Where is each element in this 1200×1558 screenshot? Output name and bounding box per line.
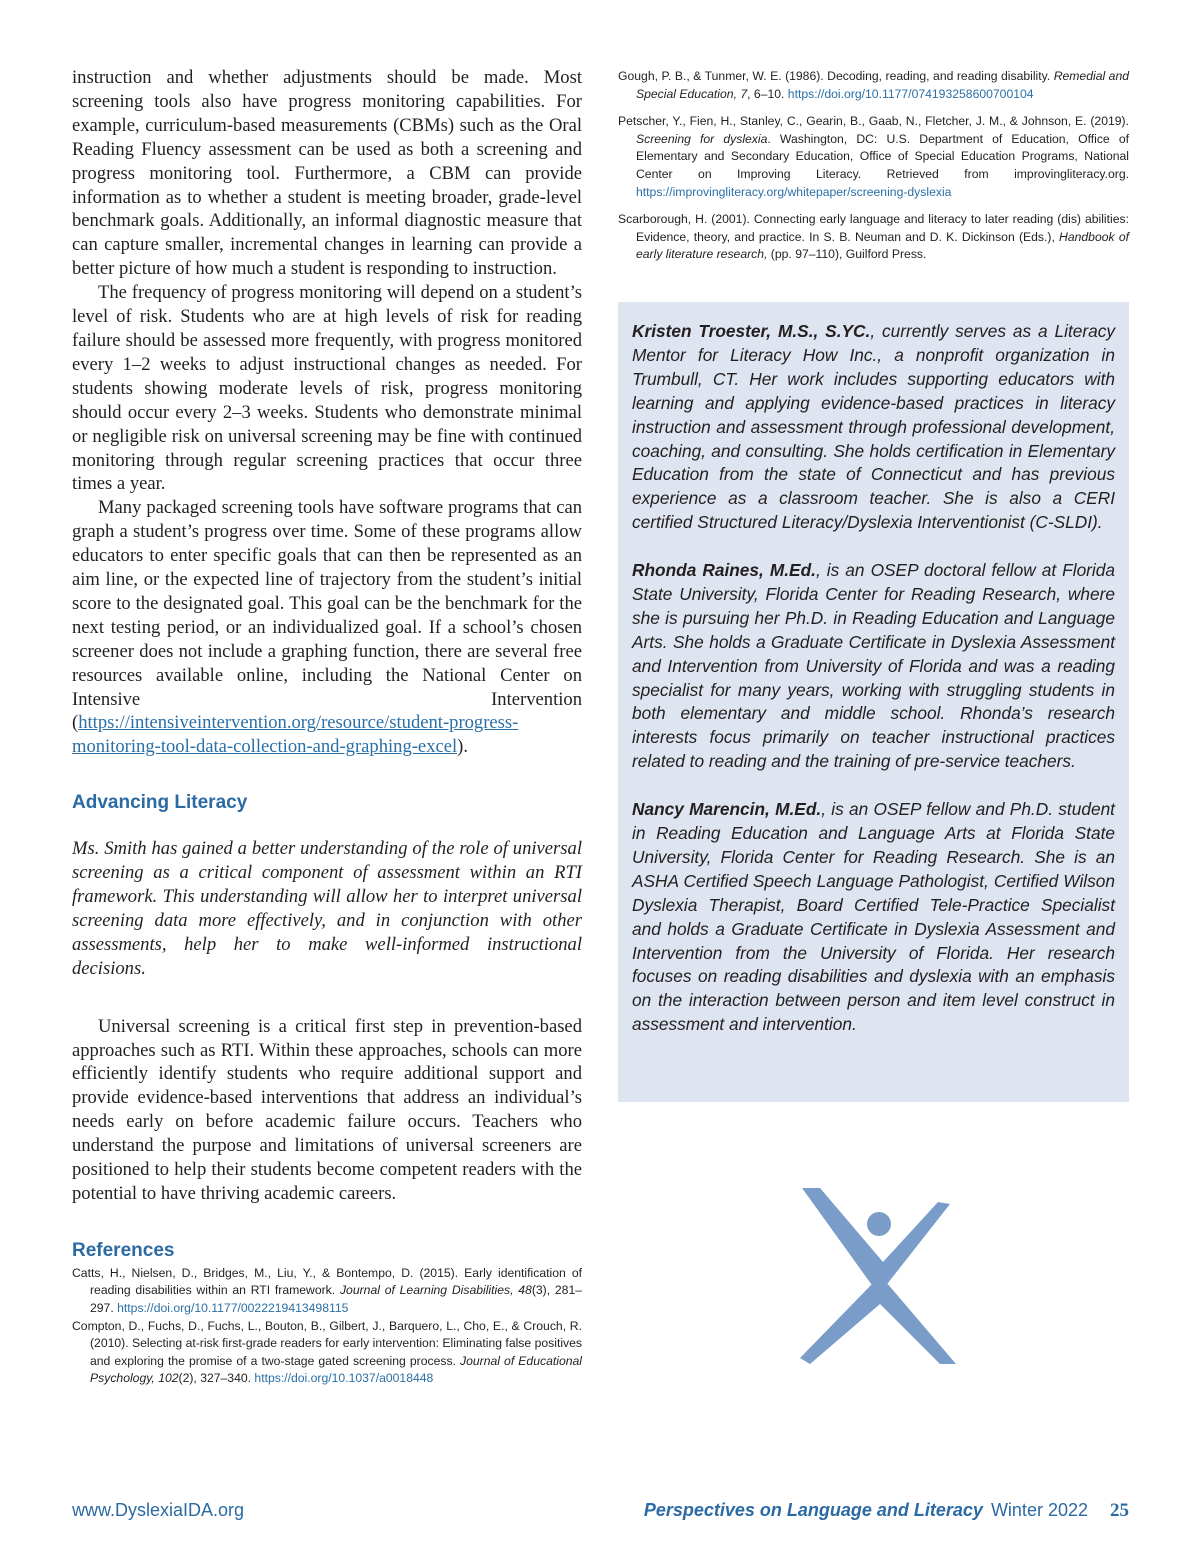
reference-item: [618, 68, 1129, 103]
paragraph-graphing-software: [72, 496, 582, 759]
right-column-references: [618, 68, 1129, 274]
page-number: 25: [1110, 1500, 1129, 1521]
reference-journal: Remedial and Special Education, 7: [636, 69, 1129, 101]
reference-text: Scarborough, H. (2001). Connecting early language and literacy to later reading (dis) abilities: Evidence, theory, and practice. In S. B. Neuman and D. K. Dickinson (Eds.),: [618, 212, 1129, 244]
footer-issue: Winter 2022: [990, 1500, 1088, 1520]
author-bio-text: , is an OSEP fellow and Ph.D. student in Reading Education and Language Arts at Florida State University, Florida Center for Reading Research. She is an ASHA Certified Speech Language Pathologist, Certified Wilson Dyslexia Therapist, Board Certified Tele-Practice Specialist and holds a Graduate Certificate in Dyslexia Assessment and Intervention from the University of Florida. Her research focuses on reading disabilities and dyslexia with an emphasis on the interaction between person and item level construct in assessment and intervention.: [632, 799, 1115, 1035]
reference-item: [72, 1265, 582, 1318]
reference-text: Gough, P. B., & Tunmer, W. E. (1986). Decoding, reading, and reading disability.: [618, 69, 1054, 83]
paragraph-progress-monitoring-tools: instruction and whether adjustments should be made. Most screening tools also have progress monitoring capabilities. For example, curriculum-based measurements (CBMs) such as the Oral Reading Fluency assessment can be used as both a screening and progress monitoring tool. Furthermore, a CBM can provide information as to whether a student is meeting broader, grade-level benchmark goals. Additionally, an informal diagnostic measure that can capture smaller, incremental changes in learning can provide a better picture of how much a student is responding to instruction.: [72, 67, 582, 280]
reference-text: Catts, H., Nielsen, D., Bridges, M., Liu, Y., & Bontempo, D. (2015). Early identification of reading disabilities within an RTI framework.: [72, 1265, 582, 1298]
reference-text: . Washington, DC: U.S. Department of Education, Office of Elementary and Secondary Education, Office of Special Education Programs, National Center on Improving Literacy. Retrieved from improvingliteracy.org.: [636, 131, 1129, 181]
section-heading-advancing-literacy: Advancing Literacy: [72, 792, 248, 814]
left-column: [72, 66, 582, 1388]
author-name: Kristen Troester, M.S., S.YC.: [632, 321, 871, 341]
reference-doi-link[interactable]: https://doi.org/10.1177/0022219413498115: [117, 1300, 349, 1315]
reference-journal: Journal of Educational Psychology, 102: [90, 1353, 582, 1386]
paragraph-conclusion: Universal screening is a critical first step in prevention-based approaches such as RTI. Within these approaches, schools can more efficiently identify students who require additional support and provide evidence-based interventions that address an individual’s needs early on before academic failure occurs. Teachers who understand the purpose and limitations of universal screeners are positioned to help their students become competent readers with the potential to have thriving academic careers.: [72, 1015, 582, 1204]
reference-doi-link[interactable]: https://doi.org/10.1037/a0018448: [254, 1371, 434, 1386]
author-name: Nancy Marencin, M.Ed.: [632, 799, 822, 820]
reference-item: [618, 113, 1129, 201]
author-name: Rhonda Raines, M.Ed.: [632, 560, 816, 581]
reference-item: [618, 211, 1129, 264]
author-bio: [632, 798, 1115, 1037]
reference-journal: Journal of Learning Disabilities, 48: [339, 1283, 532, 1298]
reference-journal: Handbook of early literature research,: [636, 229, 1129, 262]
footer-website-link[interactable]: www.DyslexiaIDA.org: [72, 1500, 245, 1520]
page-footer: [72, 1500, 1129, 1524]
author-bio-text: , is an OSEP doctoral fellow at Florida State University, Florida Center for Reading Research, where she is pursuing her Ph.D. in Reading Education and Language Arts. She holds a Graduate Certificate in Dyslexia Assessment and Intervention from University of Florida and was a reading specialist for many years, working with struggling students in both elementary and middle school. Rhonda’s research interests focus primarily on teacher instructional practices related to reading and the training of pre-service teachers.: [632, 560, 1115, 772]
reference-journal: Screening for dyslexia: [636, 131, 768, 146]
reference-doi-link[interactable]: https://doi.org/10.1177/074193258600700104: [787, 86, 1034, 101]
footer-journal-title: Perspectives on Language and Literacy: [643, 1500, 983, 1520]
author-bio-text: , currently serves as a Literacy Mentor for Literacy How Inc., a nonprofit organization in Trumbull, CT. Her work includes supporting educators with learning and applying evidence-based practices in literacy instruction and assessment through professional development, coaching, and consulting. She holds certification in Elementary Education from the state of Connecticut and has previous experience as a classroom teacher. She is also a CERI certified Structured Literacy/Dyslexia Interventionist (C-SLDI).: [632, 321, 1116, 533]
author-bio: [632, 559, 1115, 774]
author-bio-box: [618, 302, 1129, 1102]
paragraph-monitoring-frequency: The frequency of progress monitoring will depend on a student’s level of risk. Students who are at high levels of risk for reading failure should be assessed more frequently, with progress monitored every 1–2 weeks to adjust instructional changes as needed. For students showing moderate levels of risk, progress monitoring should occur every 2–3 weeks. Students who demonstrate minimal or negligible risk on universal screening may be fine with continued monitoring through regular screening practices that occur three times a year.: [72, 282, 582, 495]
author-bio: [632, 320, 1115, 535]
reference-text: , 6–10.: [747, 86, 788, 101]
footer-publication: [644, 1500, 1129, 1522]
paragraph-graphing-end: ).: [457, 736, 469, 758]
reference-text: Compton, D., Fuchs, D., Fuchs, L., Bouton, B., Gilbert, J., Barquero, L., Cho, E., & Crouch, R. (2010). Selecting at-risk first-grade readers for early intervention: Eliminating false positives and exploring the promise of a two-stage gated screening process.: [72, 1318, 582, 1368]
reference-text: (3), 281–297.: [90, 1283, 582, 1315]
reference-item: [72, 1318, 582, 1388]
reference-text: (pp. 97–110), Guilford Press.: [767, 247, 927, 262]
reference-url-link[interactable]: https://improvingliteracy.org/whitepaper/screening-dyslexia: [636, 184, 952, 199]
ida-figure-logo-icon: [800, 1186, 960, 1366]
paragraph-graphing-text: Many packaged screening tools have software programs that can graph a student’s progress over time. Some of these programs allow educators to enter specific goals that can then be represented as an aim line, or the expected line of trajectory from the student’s initial score to the designated goal. This goal can be the benchmark for the next testing period, or an individualized goal. If a school’s chosen screener does not include a graphing function, there are several free resources available online, including the National Center on Intensive Intervention (: [72, 497, 582, 734]
logo-legs: [800, 1282, 956, 1364]
intensive-intervention-link[interactable]: https://intensiveintervention.org/resource/student-progress-monitoring-tool-data-collection-and-graphing-excel: [72, 712, 519, 758]
logo-head: [867, 1212, 891, 1236]
logo-arms: [802, 1188, 950, 1288]
reference-text: (2), 327–340.: [178, 1371, 255, 1386]
references-heading: References: [72, 1239, 175, 1261]
reference-text: Petscher, Y., Fien, H., Stanley, C., Gearin, B., Gaab, N., Fletcher, J. M., & Johnson, E. (2019).: [618, 114, 1129, 129]
callout-ms-smith: Ms. Smith has gained a better understanding of the role of universal screening as a critical component of assessment within an RTI framework. This understanding will allow her to interpret universal screening data more effectively, and in conjunction with other assessments, help her to make well-informed instructional decisions.: [72, 838, 582, 979]
